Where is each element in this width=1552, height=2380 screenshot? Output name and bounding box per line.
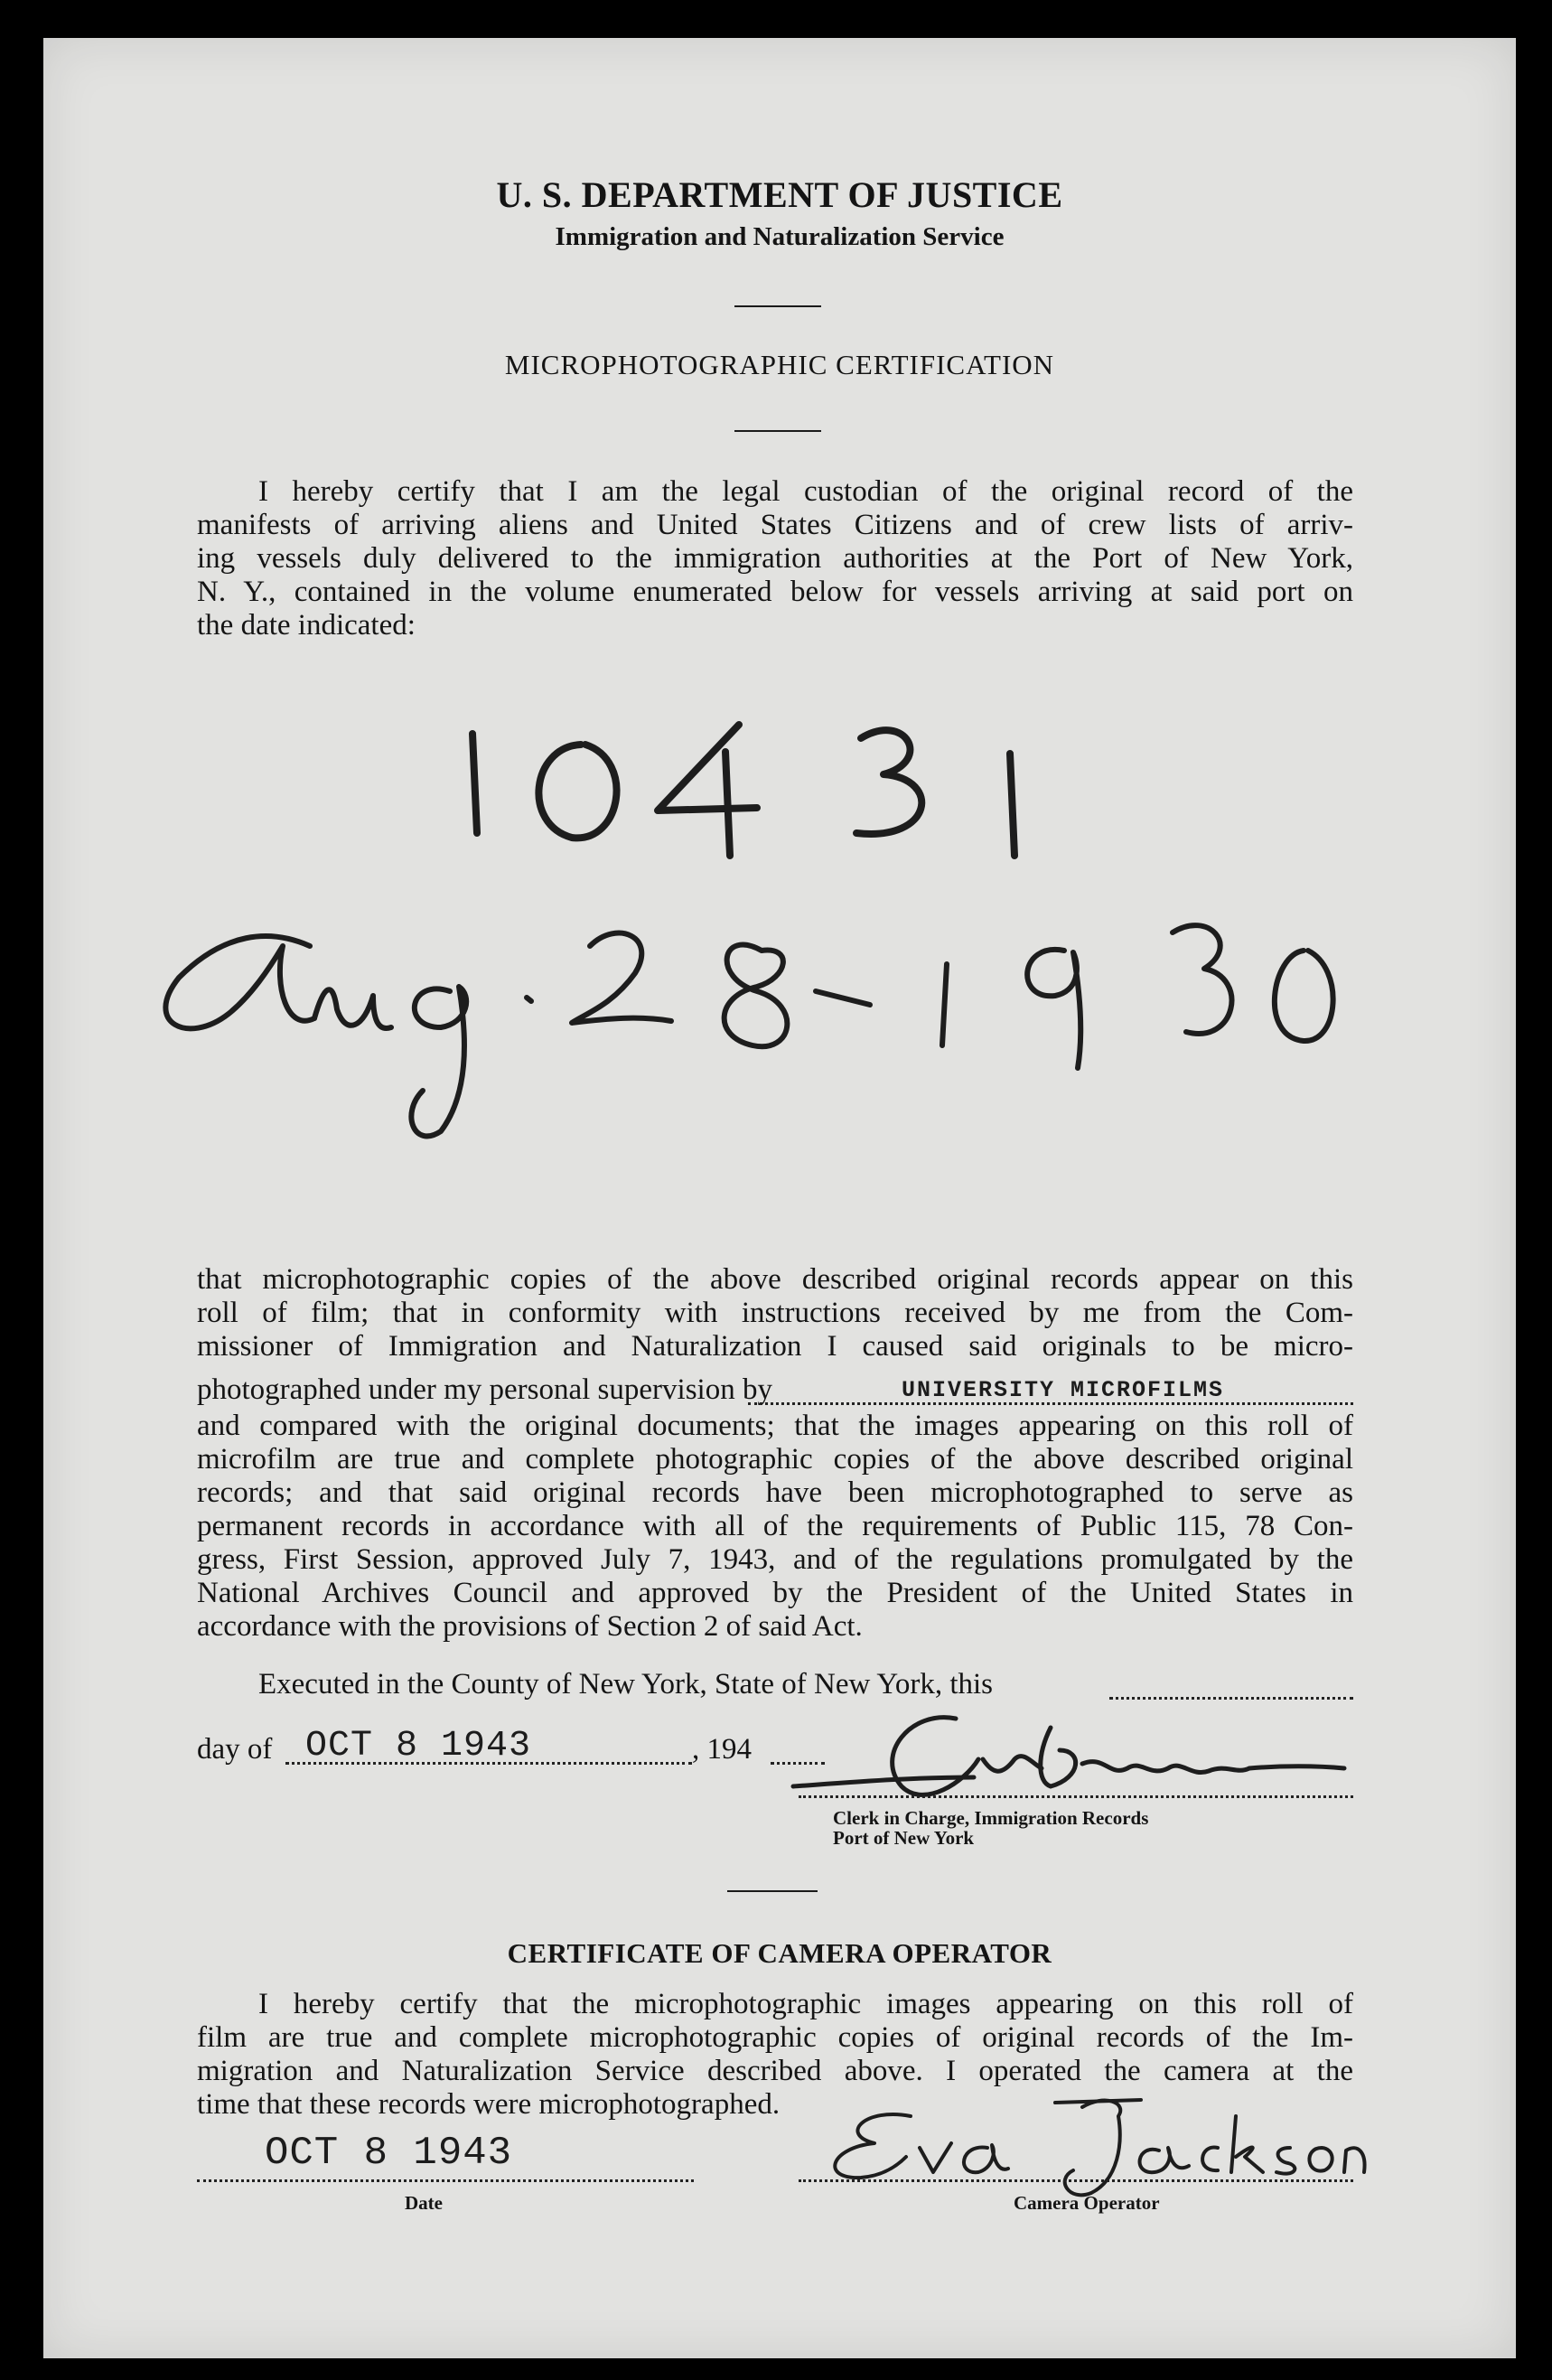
certificate-page <box>43 38 1516 2358</box>
camera-line-2: film are true and complete microphotographic copies of original records of the Im- <box>197 2021 1353 2054</box>
intro-line-4: N. Y., contained in the volume enumerated below for vessels arriving at said port on <box>197 576 1353 608</box>
camera-line-4: time that these records were microphotographed. <box>197 2088 781 2121</box>
camera-certificate-title: CERTIFICATE OF CAMERA OPERATOR <box>507 1937 1052 1969</box>
intro-line-3: ing vessels duly delivered to the immigration authorities at the Port of New York, <box>197 542 1353 575</box>
certification-title: MICROPHOTOGRAPHIC CERTIFICATION <box>504 349 1055 380</box>
intro-line-1: I hereby certify that I am the legal custodian of the original record of the <box>258 475 1353 508</box>
body-line-9: gress, First Session, approved July 7, 1943, and of the regulations promulgated by the <box>197 1543 1353 1576</box>
date-label: Date <box>405 2192 443 2214</box>
clerk-title: Clerk in Charge, Immigration Records <box>833 1807 1149 1829</box>
executed-line: Executed in the County of New York, State of New York, this <box>258 1668 994 1701</box>
year-suffix: , 194 <box>692 1733 752 1766</box>
intro-line-5: the date indicated: <box>197 609 416 642</box>
day-of-label: day of <box>197 1733 273 1766</box>
camera-date-stamp: OCT 8 1943 <box>265 2131 513 2176</box>
service-subheading: Immigration and Naturalization Service <box>555 222 1005 251</box>
body-line-2: roll of film; that in conformity with instructions received by me from the Com- <box>197 1297 1353 1329</box>
body-line-8: permanent records in accordance with all of the requirements of Public 115, 78 Con- <box>197 1510 1353 1542</box>
body-line-5: and compared with the original documents; that the images appearing on this roll of <box>197 1410 1353 1442</box>
operator-dotted-line <box>799 2179 1353 2182</box>
intro-line-2: manifests of arriving aliens and United States Citizens and of crew lists of arriv- <box>197 509 1353 541</box>
operator-label: Camera Operator <box>1014 2192 1160 2214</box>
clerk-port: Port of New York <box>833 1827 975 1849</box>
body-line-7: records; and that said original records have been microphotographed to serve as <box>197 1476 1353 1509</box>
body-line-3: missioner of Immigration and Naturalization I caused said originals to be micro- <box>197 1330 1353 1363</box>
supervision-stamp: UNIVERSITY MICROFILMS <box>902 1377 1225 1403</box>
body-line-11: accordance with the provisions of Section 2 of said Act. <box>197 1610 863 1643</box>
day-of-stamp: OCT 8 1943 <box>305 1726 532 1766</box>
supervision-prefix: photographed under my personal supervision by <box>197 1373 772 1406</box>
camera-line-3: migration and Naturalization Service described above. I operated the camera at the <box>197 2055 1353 2087</box>
camera-line-1: I hereby certify that the microphotographic images appearing on this roll of <box>258 1988 1353 2020</box>
department-heading: U. S. DEPARTMENT OF JUSTICE <box>496 174 1063 215</box>
body-line-6: microfilm are true and complete photographic copies of the above described original <box>197 1443 1353 1476</box>
camera-operator-signature <box>43 38 1516 2358</box>
body-line-1: that microphotographic copies of the above described original records appear on this <box>197 1263 1353 1296</box>
body-line-10: National Archives Council and approved by the President of the United States in <box>197 1577 1353 1609</box>
